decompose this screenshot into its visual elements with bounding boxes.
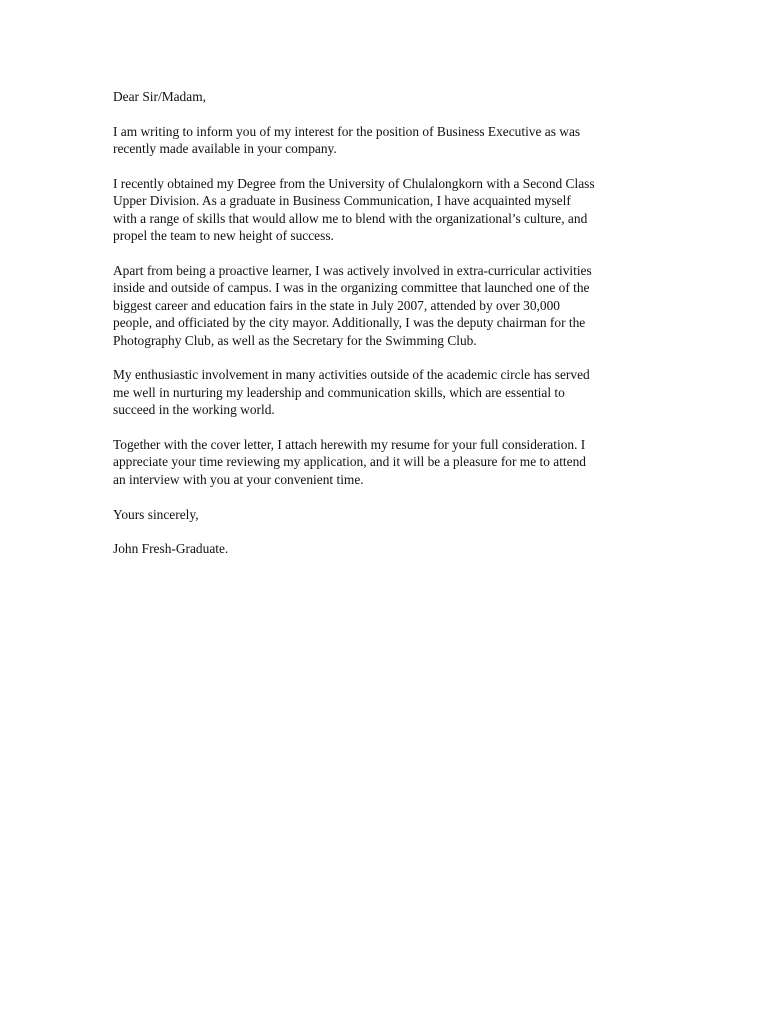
text-line: Apart from being a proactive learner, I was actively involved in extra-curricular activities <box>113 263 592 279</box>
text-line: succeed in the working world. <box>113 402 275 418</box>
text-line: biggest career and education fairs in the state in July 2007, attended by over 30,000 <box>113 297 560 313</box>
paragraph-attachment <box>113 436 673 488</box>
text-line: an interview with you at your convenient time. <box>113 471 364 487</box>
text-line: My enthusiastic involvement in many activities outside of the academic circle has served <box>113 367 590 383</box>
text-line: Photography Club, as well as the Secretary for the Swimming Club. <box>113 332 477 348</box>
text-line: Upper Division. As a graduate in Business Communication, I have acquainted myself <box>113 193 571 209</box>
closing: Yours sincerely, <box>113 506 199 522</box>
text-line: appreciate your time reviewing my application, and it will be a pleasure for me to attend <box>113 454 586 470</box>
paragraph-education <box>113 175 673 245</box>
paragraph-skills <box>113 366 673 418</box>
salutation: Dear Sir/Madam, <box>113 89 206 104</box>
signature: John Fresh-Graduate. <box>113 541 229 557</box>
text-line: propel the team to new height of success. <box>113 228 334 244</box>
text-line: with a range of skills that would allow me to blend with the organizational’s culture, and <box>113 210 588 226</box>
text-line: I am writing to inform you of my interest for the position of Business Executive as was <box>113 123 581 139</box>
text-line: me well in nurturing my leadership and communication skills, which are essential to <box>113 384 565 400</box>
text-line: inside and outside of campus. I was in the organizing committee that launched one of the <box>113 280 590 296</box>
text-line: people, and officiated by the city mayor. Additionally, I was the deputy chairman for the <box>113 315 586 331</box>
text-line: I recently obtained my Degree from the University of Chulalongkorn with a Second Class <box>113 176 595 191</box>
cover-letter <box>113 88 673 575</box>
text-line: Together with the cover letter, I attach herewith my resume for your full consideration. I <box>113 437 586 453</box>
paragraph-interest <box>113 123 673 158</box>
paragraph-activities <box>113 262 673 349</box>
text-line: recently made available in your company. <box>113 141 337 157</box>
